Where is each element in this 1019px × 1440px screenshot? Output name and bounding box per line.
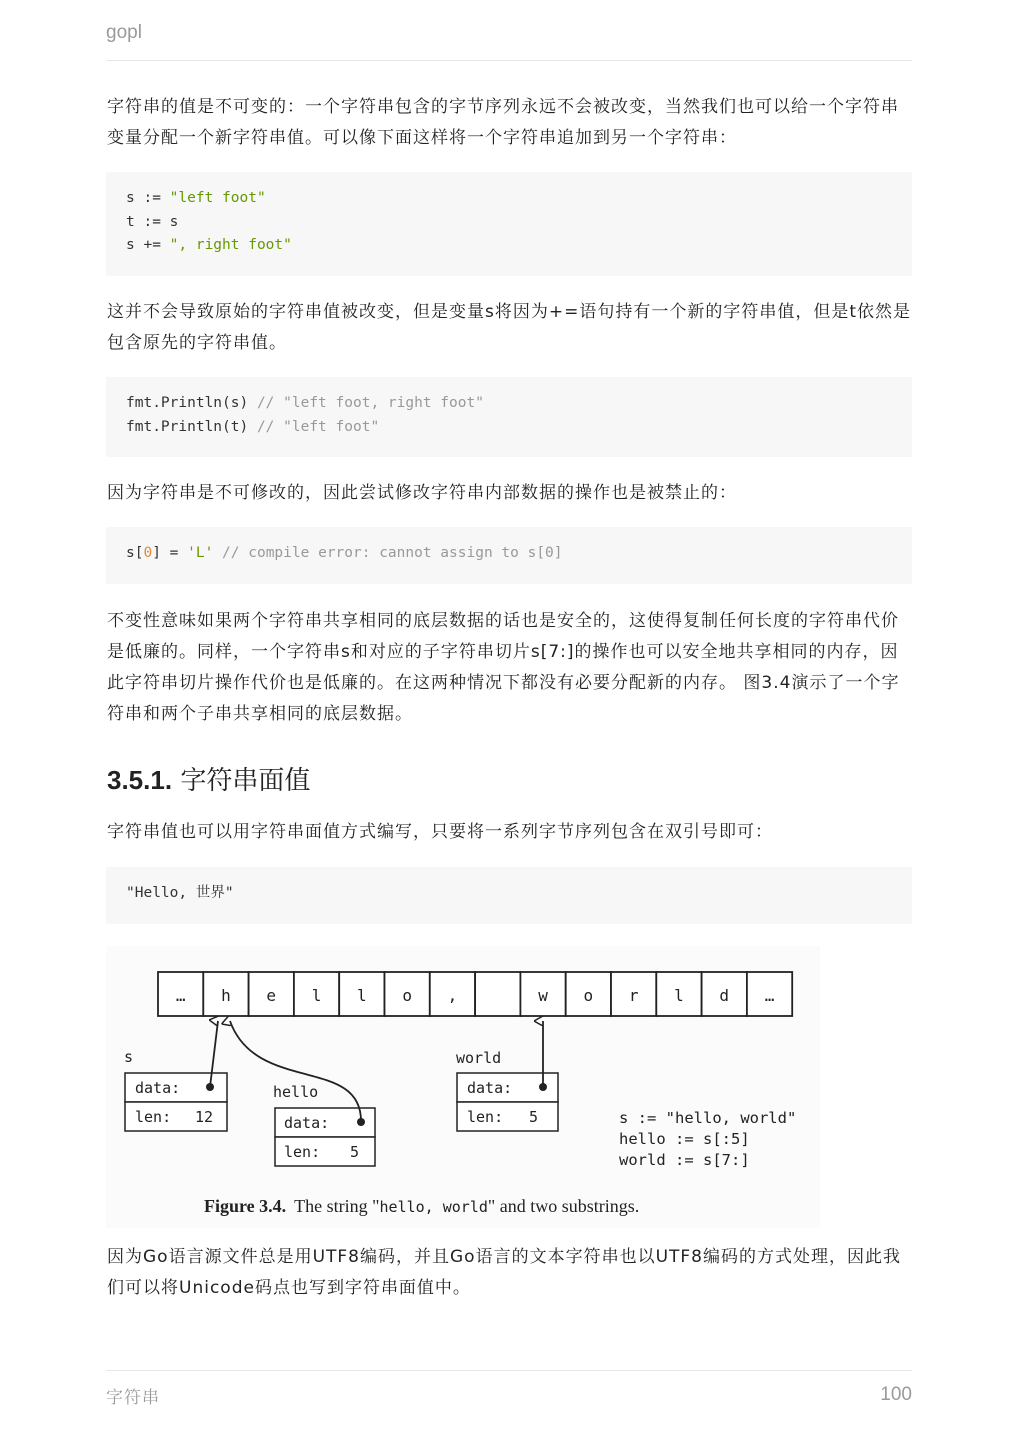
byte-char: o (402, 986, 412, 1005)
byte-char: h (221, 986, 231, 1005)
book-title: gopl (106, 22, 142, 43)
code-comment: // compile error: cannot assign to s[0] (213, 545, 563, 561)
code-text: s := (126, 190, 170, 206)
len-field: len: (467, 1108, 504, 1126)
byte-cell (475, 972, 520, 1016)
chapter-name: 字符串 (106, 1388, 160, 1408)
data-field: data: (284, 1114, 330, 1132)
len-value: 5 (350, 1143, 360, 1161)
paragraph-forbidden: 因为字符串是不可修改的，因此尝试修改字符串内部数据的操作也是被禁止的： (107, 483, 737, 503)
figure-code-line: world := s[7:] (619, 1151, 750, 1169)
data-field: data: (135, 1079, 181, 1097)
code-number: 0 (143, 545, 153, 561)
byte-char: … (764, 986, 775, 1005)
byte-char: l (357, 986, 367, 1005)
byte-char: w (538, 986, 548, 1005)
code-text: s += (126, 237, 170, 253)
page-number: 100 (880, 1384, 912, 1405)
len-field: len: (135, 1108, 172, 1126)
code-comment: // "left foot, right foot" (256, 395, 484, 411)
figure-code-line: s := "hello, world" (619, 1109, 797, 1127)
data-field: data: (467, 1079, 513, 1097)
byte-char: d (719, 986, 730, 1005)
code-string: 'L' (187, 545, 214, 561)
len-value: 12 (195, 1108, 214, 1126)
code-block-println (106, 377, 912, 457)
section-title: 字符串面值 (180, 766, 311, 796)
code-block-hello (106, 867, 912, 924)
caption-label: Figure 3.4. (204, 1196, 287, 1216)
code-comment: // "left foot" (256, 418, 380, 435)
paragraph-immutable: 字符串的值是不可变的：一个字符串包含的字节序列永远不会被改变，当然我们也可以给一个字符串变量分配一个新字符串值。可以像下面这样将一个字符串追加到另一个字符串： (107, 97, 899, 148)
label-world: world (456, 1049, 502, 1067)
byte-char: o (583, 986, 594, 1005)
byte-char: … (175, 986, 186, 1005)
label-s: s (124, 1048, 134, 1066)
code-text: "Hello, 世界" (126, 885, 234, 901)
caption-text: " and two substrings. (487, 1196, 640, 1216)
byte-char: r (628, 986, 639, 1005)
caption-mono: hello, world (379, 1198, 488, 1216)
code-text: ] = (152, 545, 188, 561)
byte-array (158, 972, 792, 1016)
page-footer (106, 1370, 912, 1408)
byte-char: e (266, 986, 277, 1005)
section-number: 3.5.1. (107, 765, 173, 795)
code-string: ", right foot" (169, 237, 292, 253)
page-header (106, 22, 912, 61)
byte-char: , (447, 986, 458, 1005)
code-string: "left foot" (169, 190, 266, 206)
byte-char: l (311, 986, 322, 1005)
code-text: t := s (126, 213, 179, 230)
paragraph-unicode: 因为Go语言源文件总是用UTF8编码，并且Go语言的文本字符串也以UTF8编码的方式处理，因此我们可以将Unicode码点也写到字符串面值中。 (107, 1247, 901, 1298)
code-text: s[ (126, 545, 144, 561)
paragraph-literals: 字符串值也可以用字符串面值方式编写，只要将一系列字节序列包含在双引号即可： (107, 822, 773, 842)
string-sharing-diagram (106, 946, 820, 1228)
figure-3-4 (106, 946, 820, 1228)
section-heading (107, 760, 310, 797)
byte-char: l (674, 986, 684, 1005)
caption-text: The string " (294, 1196, 380, 1216)
code-block-append (106, 172, 912, 276)
paragraph-sharing: 不变性意味如果两个字符串共享相同的底层数据的话也是安全的，这使得复制任何长度的字符串代价是低廉的。同样，一个字符串s和对应的子字符串切片s[7:]的操作也可以安全地共享相同的内存，因此字符串切片操作代价也是低廉的。在这两种情况下都没有必要分配新的内存。 图3.4演示了一个字符串和两个子串共享相同的底层数据。 (107, 611, 900, 724)
header-s (125, 1073, 227, 1131)
code-text: fmt.Println(s) (126, 395, 257, 411)
label-hello: hello (273, 1083, 319, 1101)
len-field: len: (284, 1143, 321, 1161)
figure-code-line: hello := s[:5] (619, 1130, 750, 1148)
len-value: 5 (529, 1108, 539, 1126)
figure-caption (204, 1196, 639, 1216)
code-text: fmt.Println(t) (126, 418, 257, 435)
paragraph-original-unchanged: 这并不会导致原始的字符串值被改变，但是变量s将因为+=语句持有一个新的字符串值，但是t依然是包含原先的字符串值。 (107, 302, 912, 353)
pointer-hello (230, 1021, 361, 1122)
code-block-assign-error (106, 527, 912, 584)
